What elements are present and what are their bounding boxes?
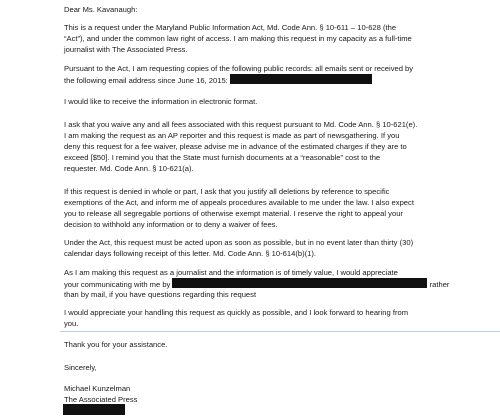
signature-organization: The Associated Press: [64, 395, 138, 404]
paragraph-7-line-1: As I am making this request as a journalist and the information is of timely value, I would appreciate: [64, 268, 398, 277]
salutation: Dear Ms. Kavanaugh:: [64, 5, 138, 14]
paragraph-2-line-2: [64, 74, 372, 86]
paragraph-9: Thank you for your assistance.: [64, 340, 168, 349]
paragraph-5-line-3: you to release all segregable portions of otherwise exempt material. I reserve the right to appeal your: [64, 209, 403, 218]
paragraph-6-line-1: Under the Act, this request must be acted upon as soon as possible, but in no event later than thirty (30): [64, 238, 414, 247]
paragraph-4-line-4: exceed [$50]. I remind you that the State must furnish documents at a “reasonable” cost to the: [64, 153, 381, 162]
paragraph-5-line-1: If this request is denied in whole or part, I ask that you justify all deletions by reference to specific: [64, 187, 390, 196]
paragraph-4-line-5: requester. Md. Code Ann. § 10-621(a).: [64, 164, 194, 173]
paragraph-1-line-3: journalist with The Associated Press.: [64, 45, 188, 54]
paragraph-1-line-1: This is a request under the Maryland Public Information Act, Md. Code Ann. § 10-611 – 10-628 (the: [64, 23, 397, 32]
paragraph-3: I would like to receive the information in electronic format.: [64, 97, 258, 106]
paragraph-5-line-2: exemptions of the Act, and inform me of appeals procedures available to me under the law. I also expect: [64, 198, 414, 207]
redaction-contact-method: [172, 278, 427, 288]
closing: Sincerely,: [64, 363, 97, 372]
paragraph-1-line-2: “Act”), and under the common law right of access. I am making this request in my capacity as a full-time: [64, 34, 412, 43]
paragraph-8-line-2: you.: [64, 319, 79, 328]
paragraph-2-line-1: Pursuant to the Act, I am requesting copies of the following public records: all emails sent or received by: [64, 64, 414, 73]
divider-line: [60, 331, 500, 332]
paragraph-4-line-2: I am making the request as an AP reporter and this request is made as part of newsgathering. If you: [64, 131, 400, 140]
signature-name: Michael Kunzelman: [64, 384, 131, 393]
paragraph-7-text-b: rather: [429, 280, 450, 289]
paragraph-7-line-3: than by mail, if you have questions regarding this request: [64, 290, 257, 299]
paragraph-6-line-2: calendar days following receipt of this letter. Md. Code Ann. § 10-614(b)(1).: [64, 249, 316, 258]
paragraph-4-line-1: I ask that you waive any and all fees associated with this request pursuant to Md. Code Ann. § 10-621(e).: [64, 120, 418, 129]
redaction-signature-contact: [63, 404, 125, 415]
paragraph-7-text-a: your communicating with me by: [64, 280, 171, 289]
paragraph-5-line-4: decision to withhold any information or to deny a waiver of fees.: [64, 220, 278, 229]
paragraph-8-line-1: I would appreciate your handling this request as quickly as possible, and I look forward to hearing from: [64, 308, 409, 317]
paragraph-2-text: the following email address since June 16, 2015:: [64, 76, 228, 85]
paragraph-4-line-3: deny this request for a fee waiver, please advise me in advance of the estimated charges if they are to: [64, 142, 407, 151]
redaction-email-address: [230, 74, 372, 84]
